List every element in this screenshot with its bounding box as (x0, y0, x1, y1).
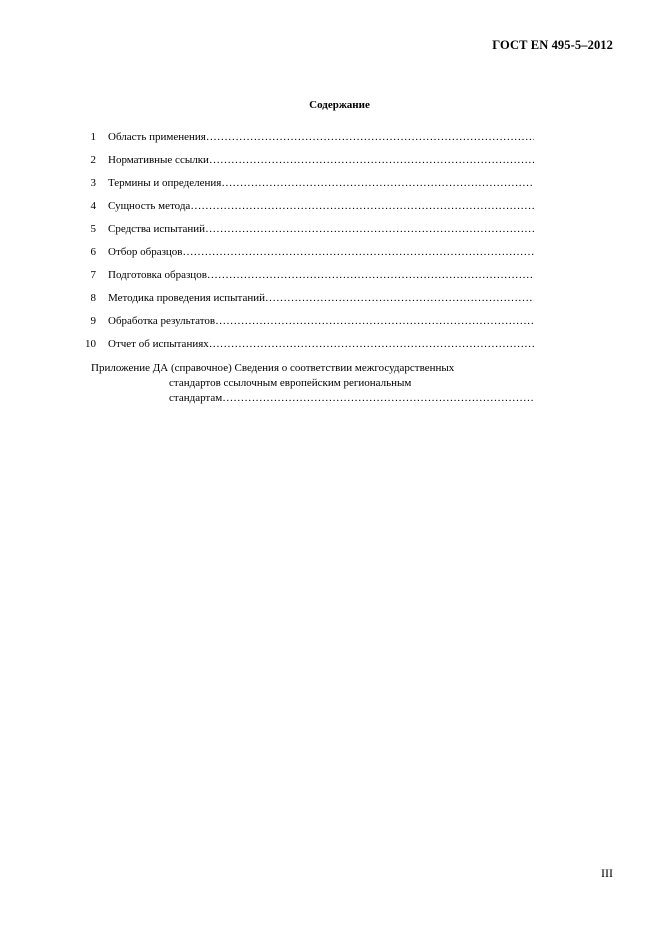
page-number: III (601, 866, 613, 880)
toc-item[interactable] (78, 245, 538, 268)
toc-leader-dots (209, 337, 534, 360)
toc-appendix-entry[interactable] (91, 361, 541, 406)
toc-item-number: 6 (90, 246, 96, 258)
toc-leader-dots (222, 391, 533, 406)
toc-leader-dots (207, 268, 534, 291)
toc-leader-dots (205, 222, 534, 245)
toc-item-number: 9 (90, 315, 96, 327)
toc-item[interactable] (78, 337, 538, 360)
toc-leader-dots (209, 153, 534, 176)
toc-leader-dots (215, 314, 534, 337)
toc-item[interactable] (78, 314, 538, 337)
toc-item-label: Отчет об испытаниях (108, 338, 209, 350)
toc-item[interactable] (78, 153, 538, 176)
toc-item-label: Термины и определения (108, 177, 222, 189)
appendix-line-1: Приложение ДА (справочное) Сведения о соответствии межгосударственных (91, 362, 455, 374)
toc-item[interactable] (78, 222, 538, 245)
toc-title: Содержание (309, 99, 370, 111)
toc-item[interactable] (78, 268, 538, 291)
toc-item[interactable] (78, 199, 538, 222)
toc-item-label: Методика проведения испытаний (108, 292, 266, 304)
toc-item-number: 10 (85, 338, 96, 350)
toc-item-label: Подготовка образцов (108, 269, 207, 281)
toc-leader-dots (265, 291, 534, 314)
toc-leader-dots (221, 176, 534, 199)
toc-item-number: 3 (90, 177, 96, 189)
toc-item[interactable] (78, 291, 538, 314)
toc-item-label: Обработка результатов (108, 315, 216, 327)
toc-item-number: 4 (90, 200, 96, 212)
toc-item-label: Средства испытаний (108, 223, 206, 235)
appendix-line-2: стандартов ссылочным европейским региональным (169, 377, 412, 389)
toc-item-number: 2 (90, 154, 96, 166)
toc-item-label: Область применения (108, 131, 206, 143)
toc-item-number: 5 (90, 223, 96, 235)
toc-item[interactable] (78, 130, 538, 153)
toc-item-number: 1 (90, 131, 96, 143)
toc-item-label: Сущность метода (108, 200, 191, 212)
toc-item-number: 8 (90, 292, 96, 304)
toc-item[interactable] (78, 176, 538, 199)
appendix-line-3: стандартам (169, 392, 223, 404)
toc-item-label: Нормативные ссылки (108, 154, 209, 166)
toc-leader-dots (206, 130, 534, 153)
toc-item-label: Отбор образцов (108, 246, 183, 258)
toc-item-number: 7 (90, 269, 96, 281)
toc-leader-dots (190, 199, 534, 222)
toc-leader-dots (183, 245, 534, 268)
table-of-contents (78, 130, 538, 360)
document-designation: ГОСТ EN 495-5–2012 (492, 38, 613, 52)
